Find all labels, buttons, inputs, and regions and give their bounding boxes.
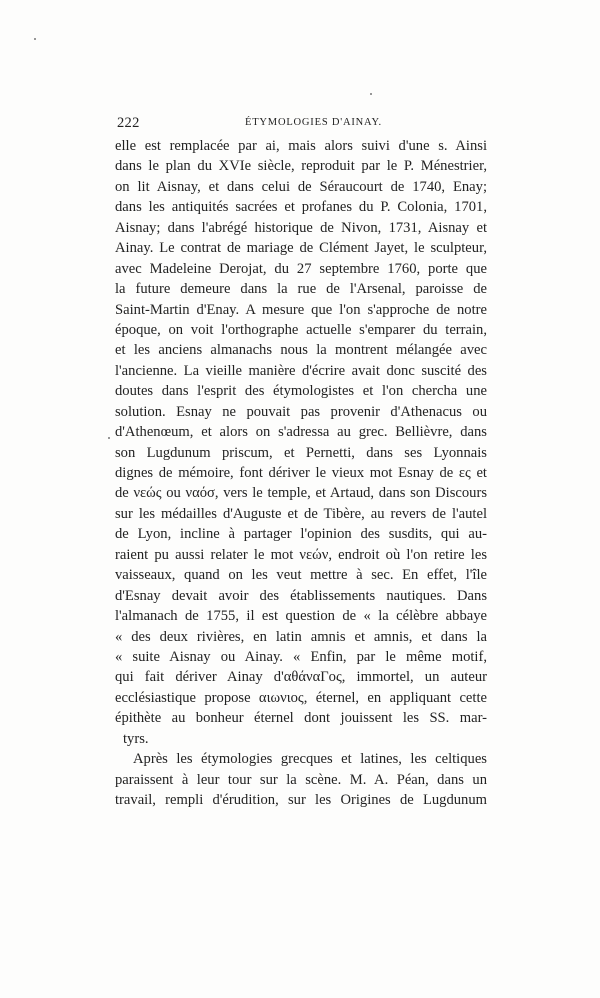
text-line: qui fait dériver Ainay d'αθάναΓος, immortel, un auteur — [115, 669, 487, 686]
text-line: dans les antiquités sacrées et profanes du P. Colonia, 1701, — [115, 199, 487, 216]
text-line: de Lyon, incline à partager l'opinion des susdits, qui au- — [115, 526, 487, 543]
text-line: son Lugdunum priscum, et Pernetti, dans ses Lyonnais — [115, 444, 487, 461]
text-line: sur les médailles d'Auguste et de Tibère, au revers de l'autel — [115, 505, 487, 522]
text-line: d'Esnay devait avoir des établissements nautiques. Dans — [115, 587, 487, 604]
text-line: « suite Aisnay ou Ainay. « Enfin, par le même motif, — [115, 648, 487, 665]
text-line: travail, rempli d'érudition, sur les Origines de Lugdunum — [115, 792, 487, 808]
text-line: l'ancienne. La vieille manière d'écrire avait donc suscité des — [115, 362, 487, 379]
text-line: époque, on voit l'orthographe actuelle s'emparer du terrain, — [115, 321, 487, 338]
text-line: solution. Esnay ne pouvait pas provenir d'Athenacus ou — [115, 403, 487, 420]
text-line: vaisseaux, quand on les veut mettre à sec. En effet, l'île — [115, 567, 487, 584]
text-line: elle est remplacée par ai, mais alors suivi d'une s. Ainsi — [115, 138, 487, 154]
text-line: avec Madeleine Derojat, du 27 septembre 1760, porte que — [115, 260, 487, 277]
text-line: d'Athenœum, et alors on s'adressa au grec. Bellièvre, dans — [115, 424, 487, 441]
text-line: l'almanach de 1755, il est question de « la célèbre abbaye — [115, 608, 487, 625]
paper-speck — [34, 38, 36, 40]
paper-speck — [370, 93, 372, 95]
text-line: paraissent à leur tour sur la scène. M. A. Péan, dans un — [115, 771, 487, 788]
text-line: tyrs. — [123, 730, 149, 747]
text-line: et les anciens almanachs nous la montrent mélangée avec — [115, 342, 487, 359]
page-number: 222 — [117, 115, 140, 131]
text-line: « des deux rivières, en latin amnis et amnis, et dans la — [115, 628, 487, 645]
running-title: ÉTYMOLOGIES D'AINAY. — [245, 117, 382, 128]
text-line: raient pu aussi relater le mot νεών, endroit où l'on retire les — [115, 546, 487, 563]
text-line: épithète au bonheur éternel dont jouissent les SS. mar- — [115, 710, 487, 727]
text-line: Ainay. Le contrat de mariage de Clément Jayet, le sculpteur, — [115, 240, 487, 257]
page-header — [115, 115, 487, 133]
text-line: Après les étymologies grecques et latines, les celtiques — [133, 751, 487, 768]
text-line: on lit Aisnay, et dans celui de Séraucourt de 1740, Enay; — [115, 178, 487, 195]
body-text — [115, 136, 487, 810]
text-line: doutes dans l'esprit des étymologistes et l'on chercha une — [115, 383, 487, 400]
text-line: ecclésiastique propose αιωνιος, éternel, en appliquant cette — [115, 689, 487, 706]
text-line: dignes de mémoire, font dériver le vieux mot Esnay de ες et — [115, 465, 487, 481]
text-line: de νεώς ou ναόσ, vers le temple, et Artaud, dans son Discours — [115, 485, 487, 502]
text-line: la future demeure dans la rue de l'Arsenal, paroisse de — [115, 281, 487, 298]
text-line: Saint-Martin d'Enay. A mesure que l'on s'approche de notre — [115, 301, 487, 318]
text-line: Aisnay; dans l'abrégé historique de Nivon, 1731, Aisnay et — [115, 219, 487, 236]
paper-speck — [108, 437, 110, 439]
text-line: dans le plan du XVIe siècle, reproduit par le P. Ménestrier, — [115, 158, 487, 175]
